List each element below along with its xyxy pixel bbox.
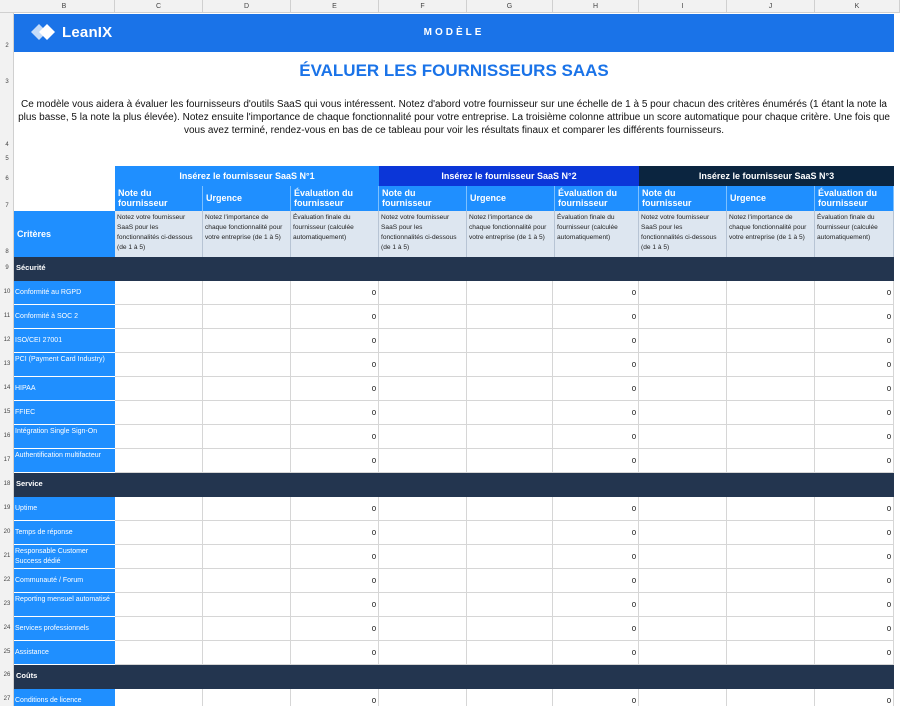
table-row (14, 545, 894, 569)
subheader-evaluation[interactable]: Évaluation du fournisseur (815, 186, 894, 211)
row-number[interactable]: 18 (3, 481, 11, 487)
row-number[interactable]: 7 (5, 203, 9, 209)
score-cell[interactable]: 0 (291, 305, 379, 329)
input-cell[interactable] (203, 329, 291, 353)
input-cell[interactable] (115, 449, 203, 473)
row-number[interactable]: 25 (3, 649, 11, 655)
score-cell[interactable]: 0 (815, 641, 894, 665)
input-cell[interactable] (115, 545, 203, 569)
input-cell[interactable] (727, 521, 815, 545)
column-letter[interactable]: J (727, 0, 815, 13)
score-cell[interactable]: 0 (553, 617, 639, 641)
criterion-label[interactable]: Intégration Single Sign-On (14, 425, 115, 449)
table-row (14, 689, 894, 706)
row-number[interactable]: 22 (3, 577, 11, 583)
input-cell[interactable] (727, 497, 815, 521)
table-row (14, 353, 894, 377)
input-cell[interactable] (727, 329, 815, 353)
input-cell[interactable] (379, 545, 467, 569)
row-number[interactable]: 24 (3, 625, 11, 631)
input-cell[interactable] (379, 425, 467, 449)
row-number[interactable]: 3 (5, 79, 9, 85)
score-cell[interactable]: 0 (553, 593, 639, 617)
input-cell[interactable] (115, 593, 203, 617)
score-cell[interactable]: 0 (815, 353, 894, 377)
table-row (14, 569, 894, 593)
input-cell[interactable] (115, 497, 203, 521)
input-cell[interactable] (467, 689, 553, 706)
table-row (14, 521, 894, 545)
score-cell[interactable]: 0 (553, 689, 639, 706)
input-cell[interactable] (203, 497, 291, 521)
input-cell[interactable] (639, 569, 727, 593)
input-cell[interactable] (115, 329, 203, 353)
input-cell[interactable] (379, 377, 467, 401)
score-cell[interactable]: 0 (553, 281, 639, 305)
description-evaluation[interactable]: Évaluation finale du fournisseur (calculée automatiquement) (291, 211, 379, 257)
input-cell[interactable] (467, 425, 553, 449)
column-letter[interactable]: F (379, 0, 467, 13)
score-cell[interactable]: 0 (553, 449, 639, 473)
input-cell[interactable] (639, 617, 727, 641)
input-cell[interactable] (203, 617, 291, 641)
table-row (14, 377, 894, 401)
score-cell[interactable]: 0 (815, 617, 894, 641)
score-cell[interactable]: 0 (291, 449, 379, 473)
input-cell[interactable] (203, 569, 291, 593)
input-cell[interactable] (379, 353, 467, 377)
input-cell[interactable] (203, 377, 291, 401)
score-cell[interactable]: 0 (291, 521, 379, 545)
column-letter[interactable]: K (815, 0, 900, 13)
description-note[interactable]: Notez votre fournisseur SaaS pour les fonctionnalités ci-dessous (de 1 à 5) (639, 211, 727, 257)
input-cell[interactable] (467, 617, 553, 641)
input-cell[interactable] (639, 425, 727, 449)
row-number[interactable]: 5 (5, 156, 9, 162)
row-number[interactable]: 27 (3, 696, 11, 702)
input-cell[interactable] (467, 641, 553, 665)
score-cell[interactable]: 0 (815, 401, 894, 425)
input-cell[interactable] (115, 425, 203, 449)
input-cell[interactable] (639, 593, 727, 617)
score-cell[interactable]: 0 (815, 377, 894, 401)
input-cell[interactable] (639, 641, 727, 665)
subheader-note[interactable]: Note du fournisseur (379, 186, 467, 211)
input-cell[interactable] (379, 305, 467, 329)
score-cell[interactable]: 0 (553, 401, 639, 425)
row-number[interactable]: 2 (5, 43, 9, 49)
input-cell[interactable] (727, 617, 815, 641)
row-number[interactable]: 15 (3, 409, 11, 415)
table-row (14, 329, 894, 353)
row-number[interactable]: 17 (3, 457, 11, 463)
row-number[interactable]: 14 (3, 385, 11, 391)
score-cell[interactable]: 0 (291, 617, 379, 641)
vendor-header-3[interactable]: Insérez le fournisseur SaaS N°3 (639, 166, 894, 186)
input-cell[interactable] (639, 377, 727, 401)
input-cell[interactable] (639, 689, 727, 706)
input-cell[interactable] (727, 281, 815, 305)
row-number[interactable]: 9 (5, 265, 9, 271)
input-cell[interactable] (115, 521, 203, 545)
criteria-header[interactable]: Critères (14, 211, 115, 257)
input-cell[interactable] (639, 281, 727, 305)
input-cell[interactable] (203, 593, 291, 617)
score-cell[interactable]: 0 (553, 377, 639, 401)
table-row (14, 281, 894, 305)
criterion-label[interactable]: Communauté / Forum (14, 569, 115, 593)
score-cell[interactable]: 0 (815, 497, 894, 521)
section-header[interactable]: Coûts (14, 665, 894, 689)
score-cell[interactable]: 0 (815, 521, 894, 545)
description-note[interactable]: Notez votre fournisseur SaaS pour les fonctionnalités ci-dessous (de 1 à 5) (115, 211, 203, 257)
score-cell[interactable]: 0 (815, 305, 894, 329)
input-cell[interactable] (639, 545, 727, 569)
criterion-label[interactable]: Conformité à SOC 2 (14, 305, 115, 329)
description-urgence[interactable]: Notez l'importance de chaque fonctionnalité pour votre entreprise (de 1 à 5) (203, 211, 291, 257)
input-cell[interactable] (379, 449, 467, 473)
input-cell[interactable] (115, 353, 203, 377)
row-number[interactable]: 21 (3, 553, 11, 559)
input-cell[interactable] (203, 281, 291, 305)
column-letter[interactable]: H (553, 0, 639, 13)
page-title[interactable]: ÉVALUER LES FOURNISSEURS SAAS (299, 61, 609, 80)
input-cell[interactable] (115, 689, 203, 706)
score-cell[interactable]: 0 (553, 641, 639, 665)
table-row (14, 305, 894, 329)
score-cell[interactable]: 0 (291, 353, 379, 377)
input-cell[interactable] (467, 305, 553, 329)
input-cell[interactable] (467, 521, 553, 545)
input-cell[interactable] (727, 305, 815, 329)
score-cell[interactable]: 0 (815, 689, 894, 706)
column-letter[interactable]: I (639, 0, 727, 13)
input-cell[interactable] (203, 353, 291, 377)
description-evaluation[interactable]: Évaluation finale du fournisseur (calculée automatiquement) (555, 211, 639, 257)
input-cell[interactable] (115, 281, 203, 305)
input-cell[interactable] (467, 353, 553, 377)
input-cell[interactable] (115, 617, 203, 641)
criterion-label[interactable]: ISO/CEI 27001 (14, 329, 115, 353)
input-cell[interactable] (115, 305, 203, 329)
subheader-evaluation[interactable]: Évaluation du fournisseur (555, 186, 639, 211)
row-number[interactable]: 8 (5, 249, 9, 255)
row-headers (0, 13, 14, 706)
input-cell[interactable] (639, 353, 727, 377)
criterion-label[interactable]: FFIEC (14, 401, 115, 425)
input-cell[interactable] (379, 497, 467, 521)
input-cell[interactable] (639, 305, 727, 329)
input-cell[interactable] (639, 329, 727, 353)
row-number[interactable]: 4 (5, 142, 9, 148)
criterion-label[interactable]: HIPAA (14, 377, 115, 401)
subheader-note[interactable]: Note du fournisseur (639, 186, 727, 211)
score-cell[interactable]: 0 (291, 641, 379, 665)
row-number[interactable]: 23 (3, 601, 11, 607)
description-urgence[interactable]: Notez l'importance de chaque fonctionnalité pour votre entreprise (de 1 à 5) (467, 211, 555, 257)
table-row (14, 593, 894, 617)
score-cell[interactable]: 0 (291, 281, 379, 305)
criterion-label[interactable]: Responsable Customer Success dédié (14, 545, 115, 569)
banner (14, 14, 894, 52)
row-number[interactable]: 19 (3, 505, 11, 511)
input-cell[interactable] (203, 425, 291, 449)
input-cell[interactable] (203, 689, 291, 706)
table-row (14, 401, 894, 425)
score-cell[interactable]: 0 (291, 569, 379, 593)
input-cell[interactable] (727, 545, 815, 569)
input-cell[interactable] (379, 641, 467, 665)
score-cell[interactable]: 0 (815, 281, 894, 305)
criterion-label[interactable]: Conditions de licence (14, 689, 115, 706)
description-urgence[interactable]: Notez l'importance de chaque fonctionnalité pour votre entreprise (de 1 à 5) (727, 211, 815, 257)
input-cell[interactable] (727, 377, 815, 401)
row-number[interactable]: 20 (3, 529, 11, 535)
score-cell[interactable]: 0 (815, 329, 894, 353)
score-cell[interactable]: 0 (291, 377, 379, 401)
subheader-note[interactable]: Note du fournisseur (115, 186, 203, 211)
row-number[interactable]: 16 (3, 433, 11, 439)
column-letter[interactable]: E (291, 0, 379, 13)
input-cell[interactable] (727, 401, 815, 425)
column-letter[interactable]: D (203, 0, 291, 13)
input-cell[interactable] (639, 497, 727, 521)
input-cell[interactable] (379, 521, 467, 545)
criterion-label[interactable]: Reporting mensuel automatisé (14, 593, 115, 617)
section-header[interactable]: Service (14, 473, 894, 497)
input-cell[interactable] (467, 401, 553, 425)
score-cell[interactable]: 0 (553, 425, 639, 449)
input-cell[interactable] (379, 281, 467, 305)
subheader-urgence[interactable]: Urgence (203, 186, 291, 211)
input-cell[interactable] (467, 593, 553, 617)
criterion-label[interactable]: Assistance (14, 641, 115, 665)
column-headers (0, 0, 900, 13)
input-cell[interactable] (467, 281, 553, 305)
score-cell[interactable]: 0 (291, 593, 379, 617)
score-cell[interactable]: 0 (553, 329, 639, 353)
input-cell[interactable] (727, 593, 815, 617)
input-cell[interactable] (115, 377, 203, 401)
score-cell[interactable]: 0 (553, 545, 639, 569)
table-row (14, 617, 894, 641)
score-cell[interactable]: 0 (291, 545, 379, 569)
row-number[interactable]: 13 (3, 361, 11, 367)
input-cell[interactable] (467, 377, 553, 401)
input-cell[interactable] (467, 329, 553, 353)
column-letter[interactable]: G (467, 0, 553, 13)
input-cell[interactable] (115, 641, 203, 665)
column-letter[interactable]: B (14, 0, 115, 13)
input-cell[interactable] (203, 401, 291, 425)
subheader-urgence[interactable]: Urgence (727, 186, 815, 211)
score-cell[interactable]: 0 (553, 305, 639, 329)
input-cell[interactable] (379, 569, 467, 593)
input-cell[interactable] (115, 401, 203, 425)
input-cell[interactable] (727, 569, 815, 593)
input-cell[interactable] (639, 449, 727, 473)
input-cell[interactable] (727, 641, 815, 665)
row-number[interactable]: 6 (5, 176, 9, 182)
template-label: MODÈLE (423, 27, 485, 38)
input-cell[interactable] (203, 545, 291, 569)
score-cell[interactable]: 0 (291, 497, 379, 521)
criterion-label[interactable]: Uptime (14, 497, 115, 521)
criterion-label[interactable]: Temps de réponse (14, 521, 115, 545)
criterion-label[interactable]: Authentification multifacteur (14, 449, 115, 473)
score-cell[interactable]: 0 (815, 449, 894, 473)
score-cell[interactable]: 0 (815, 425, 894, 449)
input-cell[interactable] (379, 617, 467, 641)
vendor-header-2[interactable]: Insérez le fournisseur SaaS N°2 (379, 166, 639, 186)
score-cell[interactable]: 0 (553, 521, 639, 545)
input-cell[interactable] (467, 497, 553, 521)
input-cell[interactable] (727, 689, 815, 706)
logo-text: LeanIX (62, 23, 113, 41)
input-cell[interactable] (203, 305, 291, 329)
input-cell[interactable] (727, 449, 815, 473)
criterion-label[interactable]: PCI (Payment Card Industry) (14, 353, 115, 377)
table-row (14, 497, 894, 521)
input-cell[interactable] (115, 569, 203, 593)
table-row (14, 425, 894, 449)
criterion-label[interactable]: Conformité au RGPD (14, 281, 115, 305)
section-header[interactable]: Sécurité (14, 257, 894, 281)
row-number[interactable]: 11 (3, 313, 11, 319)
score-cell[interactable]: 0 (291, 329, 379, 353)
input-cell[interactable] (467, 545, 553, 569)
score-cell[interactable]: 0 (553, 497, 639, 521)
score-cell[interactable]: 0 (291, 401, 379, 425)
score-cell[interactable]: 0 (815, 569, 894, 593)
intro-text[interactable]: Ce modèle vous aidera à évaluer les fournisseurs d'outils SaaS qui vous intéressent. Notez d'abord votre fournisseur sur une échelle de 1 à 5 pour chacun des critères énumérés (1 étant la note la plus basse, 5 la note la plus élevée). Notez ensuite l'importance de chaque fonctionnalité pour votre entreprise. La troisième colonne attribue un score automatique pour chaque critère. Une fois que vous avez terminé, rendez-vous en bas de ce tableau pour voir les résultats finaux et comparer les différents fournisseurs. (18, 99, 890, 136)
input-cell[interactable] (203, 449, 291, 473)
input-cell[interactable] (467, 449, 553, 473)
input-cell[interactable] (727, 353, 815, 377)
input-cell[interactable] (379, 401, 467, 425)
description-note[interactable]: Notez votre fournisseur SaaS pour les fonctionnalités ci-dessous (de 1 à 5) (379, 211, 467, 257)
subheader-urgence[interactable]: Urgence (467, 186, 555, 211)
score-cell[interactable]: 0 (815, 545, 894, 569)
score-cell[interactable]: 0 (815, 593, 894, 617)
input-cell[interactable] (639, 401, 727, 425)
input-cell[interactable] (203, 521, 291, 545)
subheader-evaluation[interactable]: Évaluation du fournisseur (291, 186, 379, 211)
input-cell[interactable] (379, 689, 467, 706)
input-cell[interactable] (379, 329, 467, 353)
input-cell[interactable] (727, 425, 815, 449)
criterion-label[interactable]: Services professionnels (14, 617, 115, 641)
vendor-header-1[interactable]: Insérez le fournisseur SaaS N°1 (115, 166, 379, 186)
table-row (14, 449, 894, 473)
row-number[interactable]: 26 (3, 672, 11, 678)
row-number[interactable]: 12 (3, 337, 11, 343)
input-cell[interactable] (639, 521, 727, 545)
score-cell[interactable]: 0 (291, 689, 379, 706)
score-cell[interactable]: 0 (553, 353, 639, 377)
score-cell[interactable]: 0 (291, 425, 379, 449)
input-cell[interactable] (203, 641, 291, 665)
column-letter[interactable]: C (115, 0, 203, 13)
score-cell[interactable]: 0 (553, 569, 639, 593)
input-cell[interactable] (379, 593, 467, 617)
description-evaluation[interactable]: Évaluation finale du fournisseur (calculée automatiquement) (815, 211, 894, 257)
input-cell[interactable] (467, 569, 553, 593)
table-row (14, 641, 894, 665)
row-number[interactable]: 10 (3, 289, 11, 295)
